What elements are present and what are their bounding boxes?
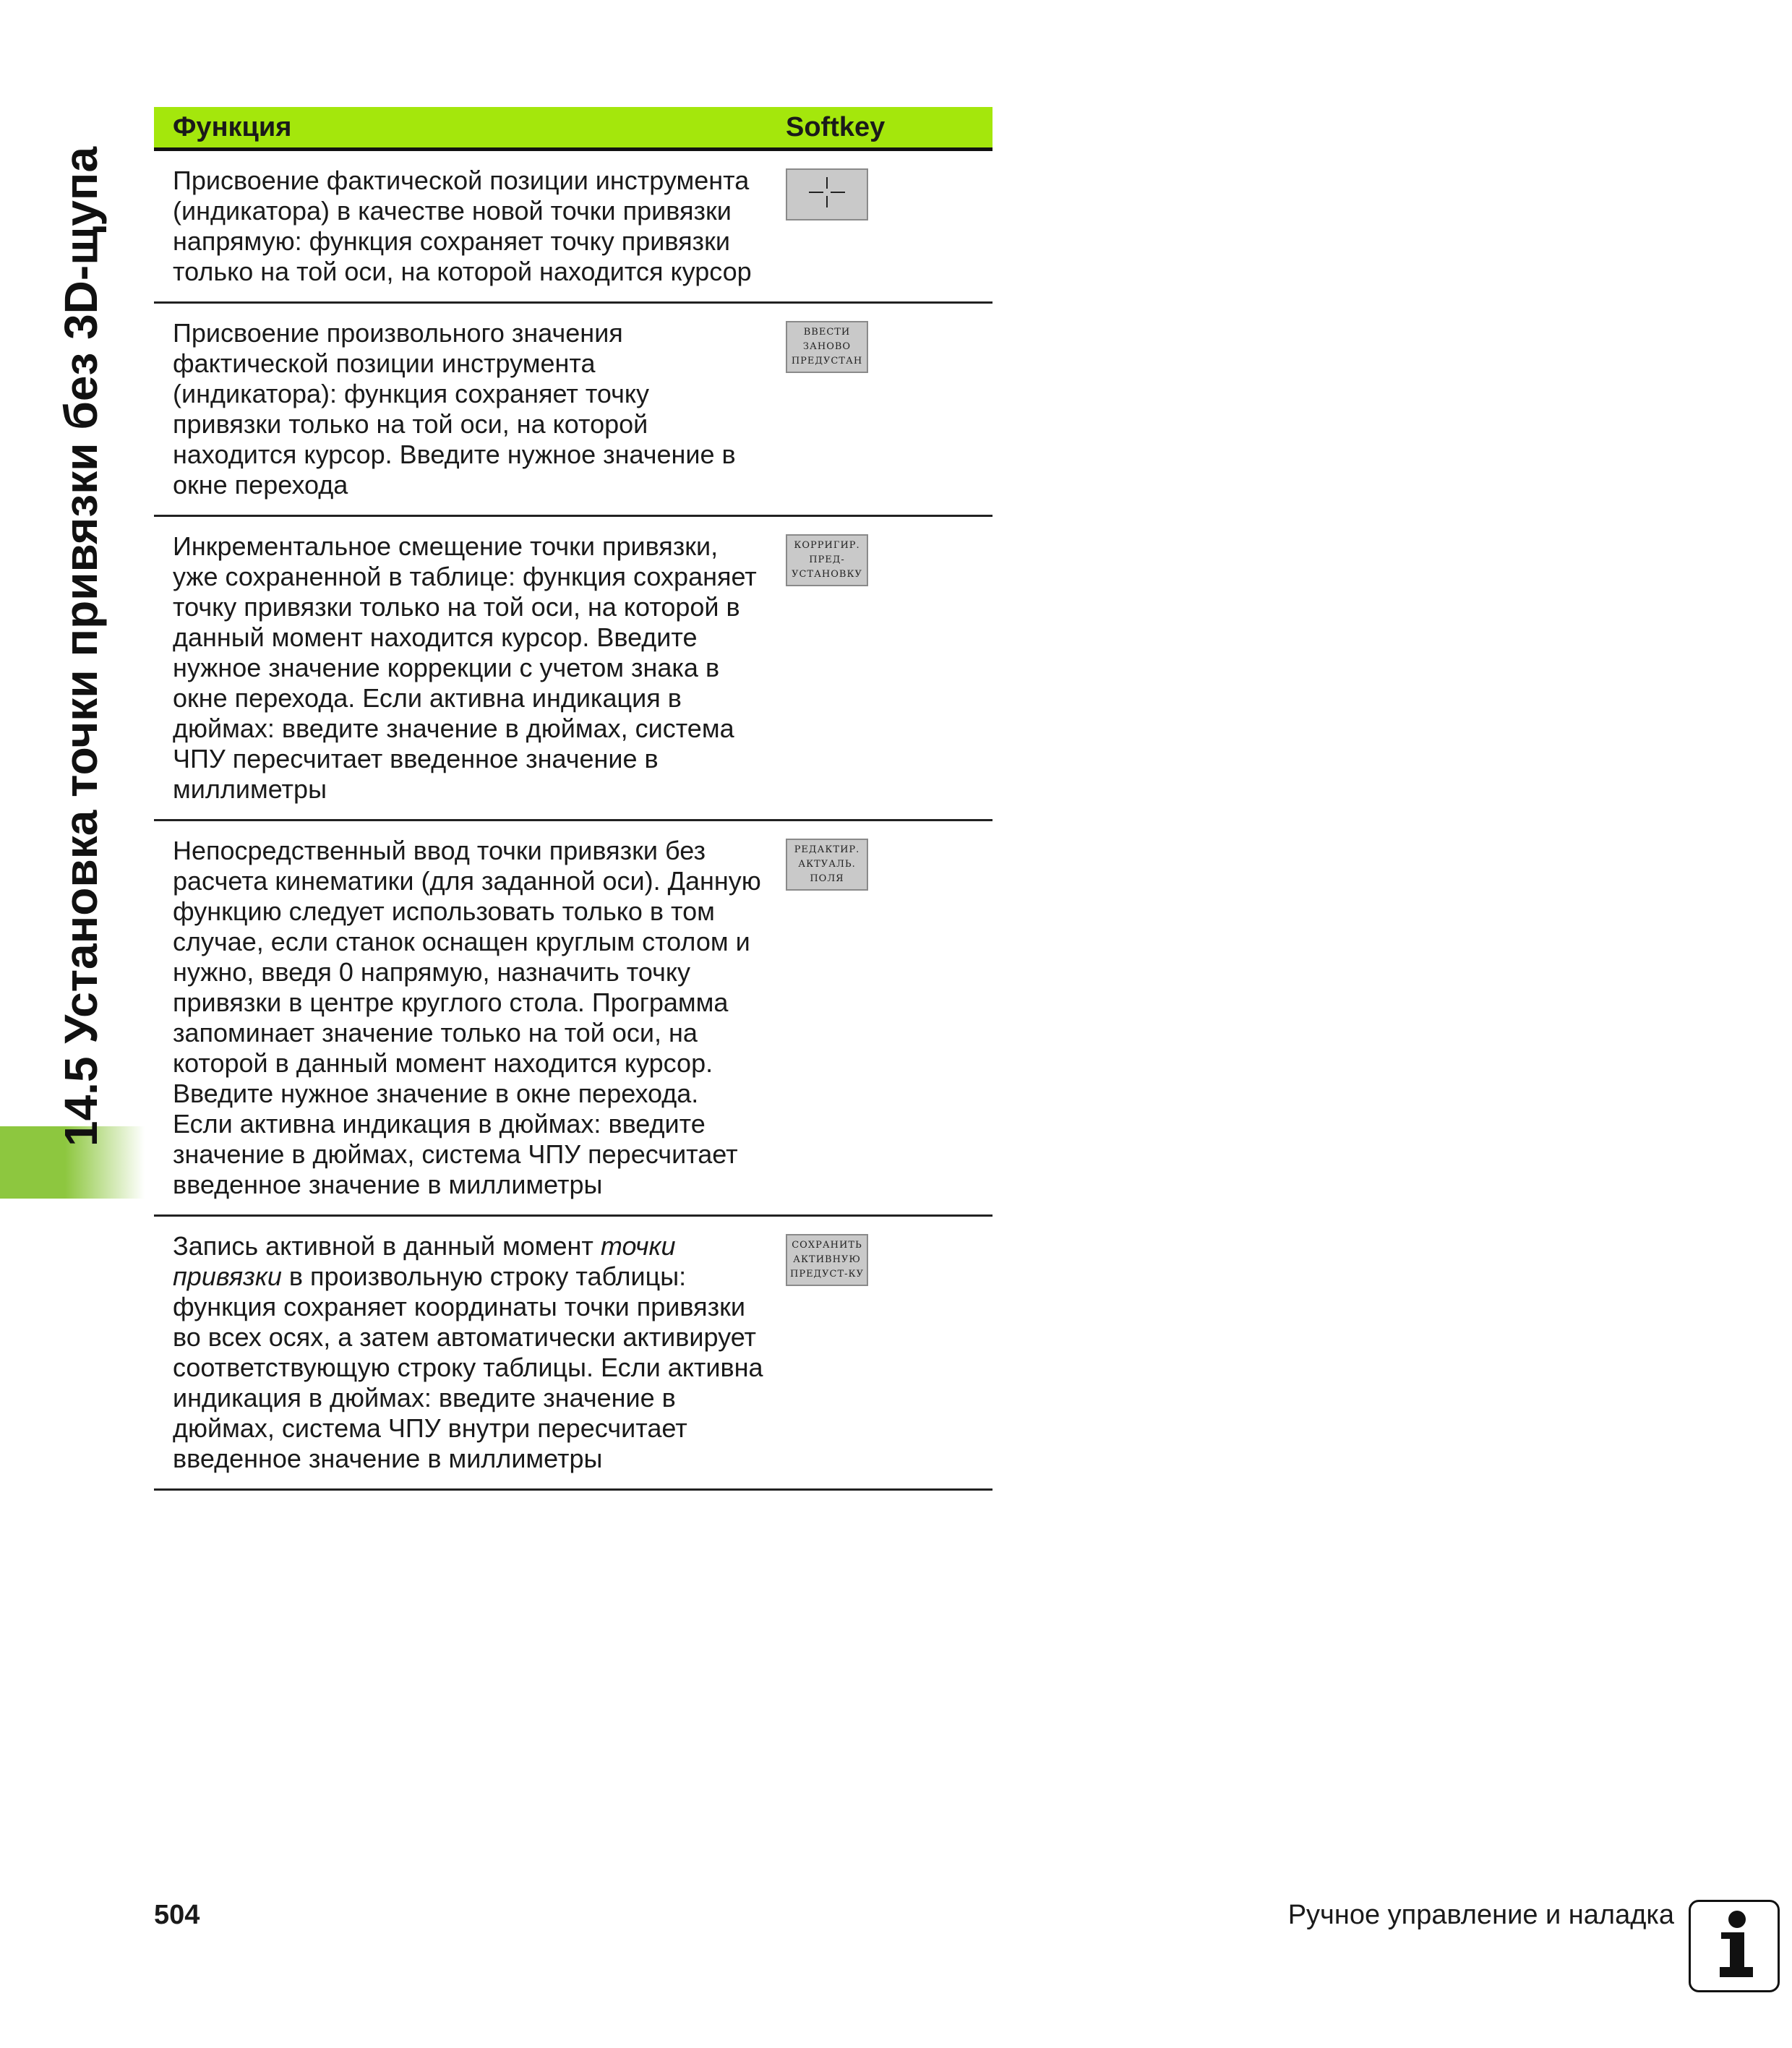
info-icon xyxy=(1689,1900,1780,1992)
softkey-edit-current-field[interactable]: РЕДАКТИР. АКТУАЛЬ. ПОЛЯ xyxy=(786,839,868,891)
table-row xyxy=(154,821,993,1216)
softkey-correct-preset[interactable]: КОРРИГИР. ПРЕД- УСТАНОВКУ xyxy=(786,534,868,586)
row-description: Запись активной в данный момент точки привязки в произвольную строку таблицы: функция сохраняет координаты точки привязки во всех осях, а затем автоматически активирует соответствующую строку таблицы. Если активна индикация в дюймах: введите значение в дюймах, система ЧПУ внутри пересчитает введенное значение в миллиметры xyxy=(154,1216,786,1490)
softkey-save-active-preset[interactable]: СОХРАНИТЬ АКТИВНУЮ ПРЕДУСТ-КУ xyxy=(786,1234,868,1286)
crosshair-icon xyxy=(807,176,846,214)
table-header-row xyxy=(154,107,993,150)
table-row xyxy=(154,516,993,821)
side-section-title: 14.5 Установка точки привязки без 3D-щупа xyxy=(55,146,107,1147)
row-description: Присвоение произвольного значения фактической позиции инструмента (индикатора): функция сохраняет точку привязки только на той оси, на которой находится курсор. Введите нужное значение в окне перехода xyxy=(154,303,786,516)
softkey-enter-new-preset[interactable]: ВВЕСТИ ЗАНОВО ПРЕДУСТАН xyxy=(786,321,868,373)
header-function: Функция xyxy=(154,107,786,150)
row-description: Инкрементальное смещение точки привязки, уже сохраненной в таблице: функция сохраняет точку привязки только на той оси, на которой в данный момент находится курсор. Введите нужное значение коррекции с учетом знака в окне перехода. Если активна индикация в дюймах: введите значение в дюймах, система ЧПУ пересчитает введенное значение в миллиметры xyxy=(154,516,786,821)
table-row xyxy=(154,1216,993,1490)
function-table xyxy=(154,107,993,1491)
header-softkey: Softkey xyxy=(786,107,993,150)
row-description: Присвоение фактической позиции инструмента (индикатора) в качестве новой точки привязки напрямую: функция сохраняет точку привязки только на той оси, на которой находится курсор xyxy=(154,150,786,303)
page-number: 504 xyxy=(154,1900,200,1930)
table-row xyxy=(154,303,993,516)
row-description: Непосредственный ввод точки привязки без расчета кинематики (для заданной оси). Данную функцию следует использовать только в том случае, если станок оснащен круглым столом и нужно, введя 0 напрямую, назначить точку привязки в центре круглого стола. Программа запоминает значение только на той оси, на которой в данный момент находится курсор. Введите нужное значение в окне перехода. Если активна индикация в дюймах: введите значение в дюймах, система ЧПУ пересчитает введенное значение в миллиметры xyxy=(154,821,786,1216)
table-row xyxy=(154,150,993,303)
softkey-set-actual-position[interactable] xyxy=(786,168,868,220)
chapter-footer-title: Ручное управление и наладка xyxy=(1287,1900,1674,1930)
